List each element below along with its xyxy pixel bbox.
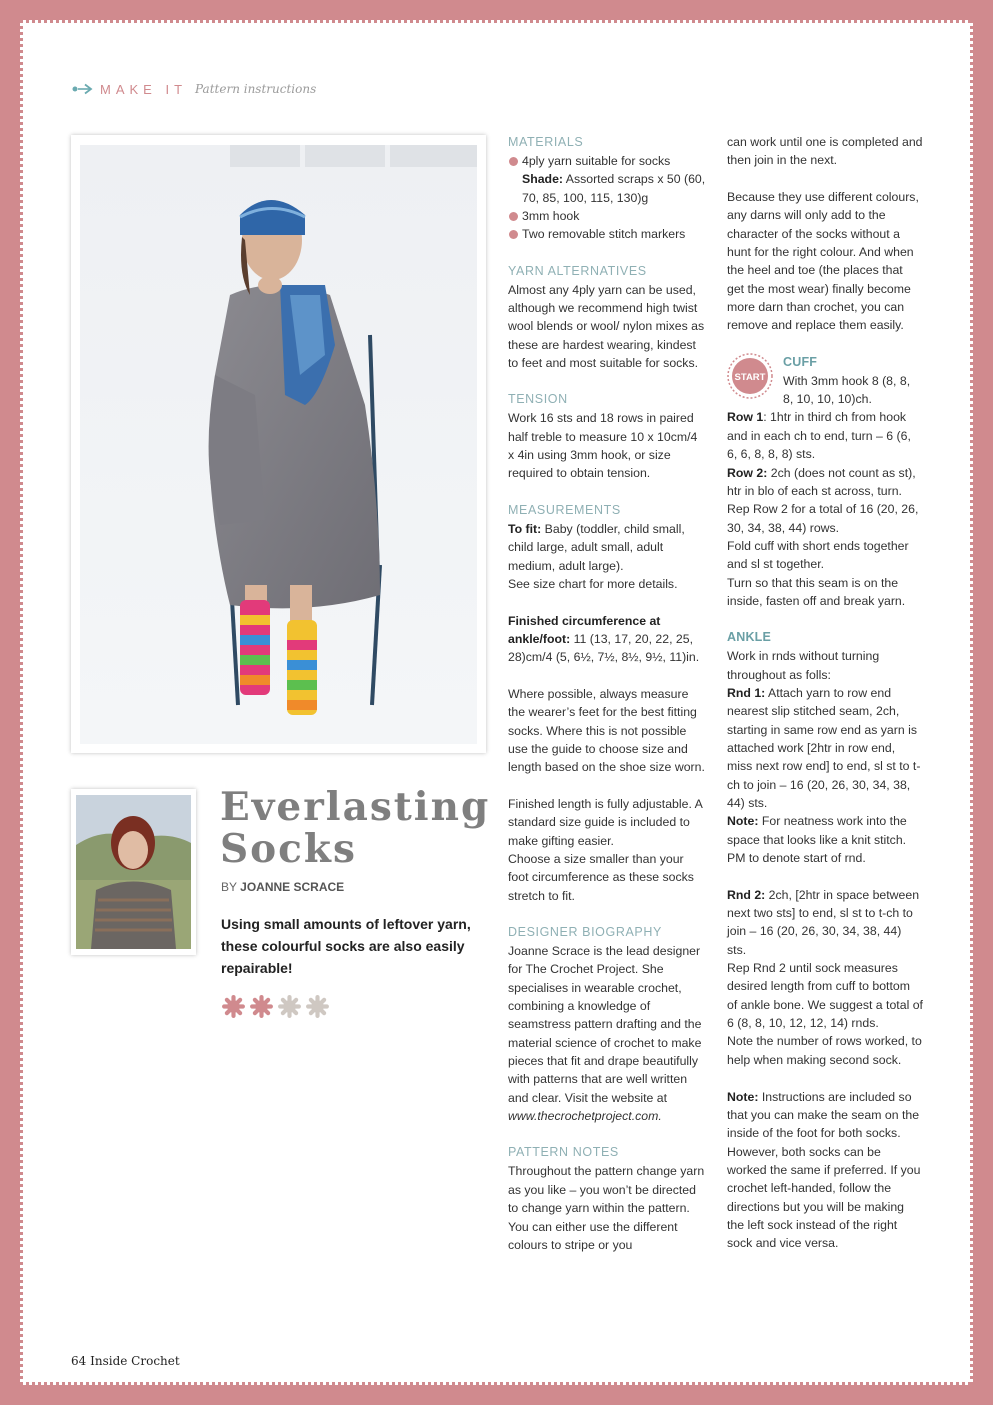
measurements-heading: MEASUREMENTS [508,502,621,517]
title-line-1: Everlasting [220,784,491,830]
section-header [72,80,316,98]
pattern-notes-continued: can work until one is completed and then join in the next. [727,135,923,168]
article-title [220,784,491,872]
cuff-repeat: Rep Row 2 for a total of 16 (20, 26, 30, 34, 38, 44) rows. [727,502,919,535]
main-photo [80,145,477,744]
yarn-alternatives-heading: YARN ALTERNATIVES [508,263,647,278]
length-note: Finished length is fully adjustable. A standard size guide is included to make gifting easier. [508,796,703,848]
materials-shade [508,170,706,207]
designer-bio: Joanne Scrace is the lead designer for The Crochet Project. She specialises in wearable crochet, combining a knowledge of seamstress pattern drafting and the material science of crochet to make pieces that fit and drape beautifully with patterns that are well written and clear. Visit the website at [508,944,702,1105]
ankle-note-1 [727,812,923,867]
magazine-name: Inside Crochet [90,1354,180,1368]
ankle-intro: Work in rnds without turning throughout as folls: [727,649,880,682]
rnd-2-label: Rnd 2: [727,887,766,902]
cuff-turn: Turn so that this seam is on the inside, fasten off and break yarn. [727,575,906,608]
designer-portrait-frame [71,789,196,955]
pattern-notes-text: Throughout the pattern change yarn as you like – you won’t be directed to change yarn within the pattern. You can either use the different colours to stripe or you [508,1164,705,1252]
difficulty-rating [221,994,330,1019]
star-icon [305,994,330,1019]
rnd-2-text: 2ch, [2htr in space between next two sts] to end, sl st to t-ch to join – 16 (20, 26, 30, 34, 38, 44) sts. [727,887,920,957]
materials-heading: MATERIALS [508,135,584,149]
shade-label: Shade: [522,172,563,187]
star-icon [249,994,274,1019]
page-number: 64 [71,1354,87,1368]
designer-section [508,923,706,1125]
border-zigzag-bottom [20,1382,973,1385]
ankle-rnd-2 [727,886,923,959]
tension-text: Work 16 sts and 18 rows in paired half treble to measure 10 x 10cm/4 x 4in using 3mm hook, or size required to obtain tension. [508,411,698,481]
ankle-rnd-1 [727,684,923,812]
circumference-label: Finished circumference at ankle/foot: [508,613,661,646]
rnd-1-label: Rnd 1: [727,685,766,700]
arrow-icon [72,83,94,95]
pattern-notes-para2: Because they use different colours, any darns will only add to the character of the socks without a hunt for the right colour. And when the heel and toe (the places that get the most wear) finally become more darn than crochet, you can remove and replace them easily. [727,190,919,333]
row-2-text: 2ch (does not count as st), htr in blo of each st across, turn. [727,465,916,498]
materials-section [508,133,706,244]
byline [221,880,344,894]
ankle-heading: ANKLE [727,630,772,645]
row-2-label: Row 2: [727,465,768,480]
fit-label: To fit: [508,521,542,536]
designer-heading: DESIGNER BIOGRAPHY [508,925,662,940]
cuff-start [727,353,923,409]
cuff-intro: With 3mm hook 8 (8, 8, 8, 10, 10, 10)ch. [783,373,911,407]
measurements-section [508,501,706,905]
row-1-label: Row 1 [727,410,764,425]
ankle-repeat: Rep Rnd 2 until sock measures desired length from cuff to bottom of ankle bone. We suggest a total of 6 (8, 8, 10, 12, 12, 14) rnds. [727,961,923,1031]
start-badge-icon [727,353,773,399]
column-1 [508,133,706,1254]
ankle-note-2 [727,1088,923,1253]
start-badge-label: START [734,371,766,383]
page-footer [71,1354,180,1368]
ankle-rows-note: Note the number of rows worked, to help when making second sock. [727,1034,922,1067]
size-chart-note: See size chart for more details. [508,576,678,591]
circumference-text: 11 (13, 17, 20, 22, 25, 28)cm/4 (5, 6½, 7½, 8½, 9½, 11)in. [508,631,700,665]
cuff-heading: CUFF [783,354,818,369]
title-line-2: Socks [220,826,357,872]
page-border-right [973,0,993,1405]
designer-text [508,942,706,1125]
subsection-label: Pattern instructions [195,82,317,96]
rnd-1-text: Attach yarn to row end nearest slip stitched seam, 2ch, starting in same row end as yarn is attached work [2htr in row end, miss next row end] to end, sl st to t-ch to join – 16 (20, 26, 30, 34, 38, 44) sts. [727,685,921,810]
yarn-alternatives-section [508,262,706,373]
designer-website: www.thecrochetproject.com. [508,1109,662,1124]
standfirst: Using small amounts of leftover yarn, these colourful socks are also easily repairable! [221,916,471,976]
measure-advice: Where possible, always measure the wearer’s feet for the best fitting socks. Where this is not possible use the guide to choose size and length based on the shoe size worn. [508,686,705,775]
byline-author: JOANNE SCRACE [240,880,345,894]
pattern-notes-section [508,1143,706,1254]
size-advice: Choose a size smaller than your foot circumference as these socks stretch to fit. [508,852,694,903]
cuff-fold: Fold cuff with short ends together and sl st together. [727,538,909,572]
shade-text: Assorted scraps x 50 (60, 70, 85, 100, 115, 130)g [522,172,706,205]
tension-section [508,390,706,482]
circumference-paragraph [508,612,706,667]
border-zigzag-right [970,20,973,1385]
section-label: MAKE IT [100,81,188,97]
byline-prefix: BY [221,880,237,894]
note-1-text: For neatness work into the space that looks like a knit stitch. PM to denote start of rnd. [727,814,907,866]
page-border-left [0,0,20,1405]
materials-item: 3mm hook [508,207,706,225]
pattern-notes-heading: PATTERN NOTES [508,1145,619,1160]
cuff-row-1 [727,408,923,463]
note-1-label: Note: [727,814,759,829]
yarn-alternatives-text: Almost any 4ply yarn can be used, although we recommend high twist wool blends or wool/ nylon mixes as these are hardest wearing, kindest to feet and most suitable for socks. [508,282,705,371]
star-icon [221,994,246,1019]
page-border-bottom [0,1385,993,1405]
designer-portrait [76,795,191,949]
materials-item: 4ply yarn suitable for socks [508,152,706,170]
main-photo-frame [71,135,486,753]
cuff-section [727,353,923,610]
border-zigzag-top [20,20,973,23]
note-2-text: Instructions are included so that you can make the seam on the inside of the foot for both socks. However, both socks can be worked the same if preferred. If you crochet left-handed, follow the directions but you will be making the left sock instead of the right sock and vice versa. [727,1089,921,1251]
fit-paragraph [508,520,706,575]
fit-text: Baby (toddler, child small, child large, adult small, adult medium, adult large). [508,521,685,573]
ankle-section [727,628,923,1252]
border-zigzag-left [20,20,23,1385]
page-border-top [0,0,993,20]
tension-heading: TENSION [508,392,568,407]
star-icon [277,994,302,1019]
row-1-text: : 1htr in third ch from hook and in each ch to end, turn – 6 (6, 6, 6, 8, 8, 8) sts. [727,410,911,462]
materials-item: Two removable stitch markers [508,225,706,243]
note-2-label: Note: [727,1089,759,1104]
column-2 [727,133,923,1253]
cuff-row-2 [727,464,923,501]
